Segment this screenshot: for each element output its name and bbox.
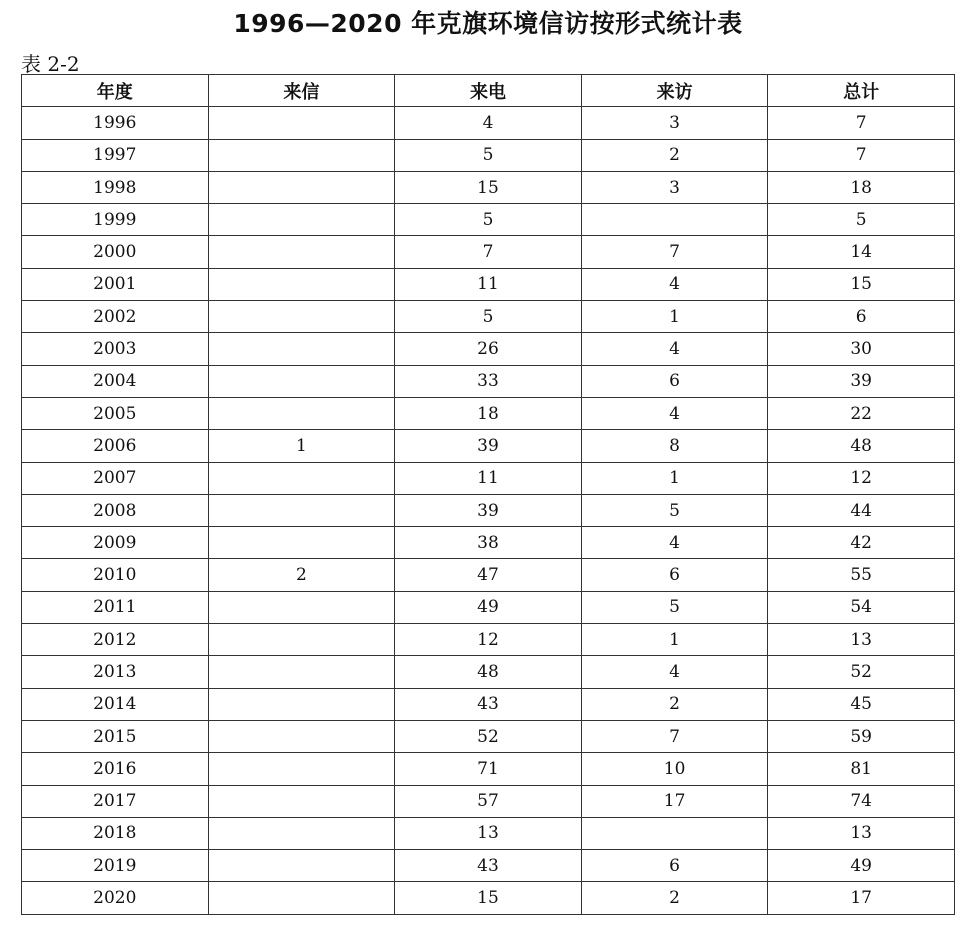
cell-visits: 4 [581,333,768,365]
cell-visits: 2 [581,139,768,171]
cell-calls: 26 [395,333,582,365]
cell-letters [208,333,395,365]
cell-total: 49 [768,850,955,882]
table-row [22,559,955,591]
table-row [22,268,955,300]
table-row [22,171,955,203]
cell-letters [208,494,395,526]
table-row [22,301,955,333]
cell-letters [208,656,395,688]
cell-calls: 33 [395,365,582,397]
cell-visits: 7 [581,720,768,752]
cell-total: 74 [768,785,955,817]
cell-visits: 6 [581,850,768,882]
header-year: 年度 [22,75,209,107]
cell-calls: 7 [395,236,582,268]
cell-calls: 5 [395,139,582,171]
cell-calls: 39 [395,430,582,462]
cell-letters [208,850,395,882]
cell-total: 7 [768,139,955,171]
cell-year: 2009 [22,527,209,559]
table-row [22,236,955,268]
cell-visits: 4 [581,527,768,559]
cell-year: 2005 [22,397,209,429]
table-row [22,430,955,462]
table-row [22,753,955,785]
cell-year: 2001 [22,268,209,300]
cell-letters [208,753,395,785]
table-row [22,624,955,656]
cell-calls: 47 [395,559,582,591]
cell-year: 2019 [22,850,209,882]
cell-letters [208,171,395,203]
cell-total: 45 [768,688,955,720]
cell-letters [208,462,395,494]
table-row [22,656,955,688]
cell-calls: 52 [395,720,582,752]
cell-visits: 2 [581,882,768,914]
cell-visits [581,817,768,849]
cell-total: 59 [768,720,955,752]
table-row [22,882,955,914]
cell-calls: 39 [395,494,582,526]
cell-calls: 43 [395,688,582,720]
table-row [22,139,955,171]
cell-total: 48 [768,430,955,462]
table-row [22,850,955,882]
table-row [22,333,955,365]
cell-letters [208,107,395,139]
table-row [22,527,955,559]
header-total: 总计 [768,75,955,107]
cell-letters [208,139,395,171]
table-row [22,494,955,526]
cell-total: 18 [768,171,955,203]
cell-calls: 57 [395,785,582,817]
cell-total: 39 [768,365,955,397]
table-row [22,817,955,849]
cell-year: 2015 [22,720,209,752]
cell-visits: 7 [581,236,768,268]
cell-total: 14 [768,236,955,268]
cell-letters [208,624,395,656]
cell-total: 44 [768,494,955,526]
cell-year: 2012 [22,624,209,656]
cell-visits: 1 [581,301,768,333]
cell-letters [208,301,395,333]
cell-visits: 3 [581,171,768,203]
cell-visits: 5 [581,591,768,623]
cell-year: 2008 [22,494,209,526]
cell-letters [208,268,395,300]
cell-year: 2018 [22,817,209,849]
cell-year: 2020 [22,882,209,914]
cell-total: 7 [768,107,955,139]
cell-total: 55 [768,559,955,591]
cell-letters [208,688,395,720]
cell-letters: 2 [208,559,395,591]
cell-letters [208,817,395,849]
cell-visits: 1 [581,624,768,656]
cell-year: 2014 [22,688,209,720]
cell-year: 2017 [22,785,209,817]
cell-visits: 2 [581,688,768,720]
table-label: 表 2-2 [21,52,80,76]
cell-calls: 71 [395,753,582,785]
cell-year: 2016 [22,753,209,785]
cell-letters [208,720,395,752]
cell-calls: 11 [395,268,582,300]
table-row [22,204,955,236]
cell-year: 2011 [22,591,209,623]
cell-visits: 17 [581,785,768,817]
table-row [22,785,955,817]
cell-visits: 4 [581,397,768,429]
cell-calls: 15 [395,882,582,914]
cell-visits: 3 [581,107,768,139]
table-header-row [22,75,955,107]
cell-total: 12 [768,462,955,494]
cell-calls: 12 [395,624,582,656]
cell-letters [208,397,395,429]
cell-total: 6 [768,301,955,333]
table-row [22,720,955,752]
cell-letters [208,204,395,236]
cell-letters [208,785,395,817]
table-row [22,688,955,720]
cell-year: 2002 [22,301,209,333]
cell-year: 2003 [22,333,209,365]
cell-year: 2007 [22,462,209,494]
document-title: 1996—2020 年克旗环境信访按形式统计表 [233,9,743,38]
cell-total: 13 [768,624,955,656]
cell-total: 15 [768,268,955,300]
cell-visits [581,204,768,236]
cell-total: 17 [768,882,955,914]
cell-year: 1998 [22,171,209,203]
cell-year: 2010 [22,559,209,591]
table-row [22,107,955,139]
cell-total: 22 [768,397,955,429]
cell-calls: 49 [395,591,582,623]
table-row [22,462,955,494]
cell-letters [208,591,395,623]
cell-total: 42 [768,527,955,559]
cell-total: 52 [768,656,955,688]
cell-total: 30 [768,333,955,365]
cell-year: 2004 [22,365,209,397]
header-visits: 来访 [581,75,768,107]
cell-calls: 15 [395,171,582,203]
cell-calls: 38 [395,527,582,559]
cell-visits: 6 [581,559,768,591]
cell-visits: 4 [581,268,768,300]
table-row [22,365,955,397]
cell-year: 2000 [22,236,209,268]
cell-year: 1996 [22,107,209,139]
cell-letters [208,527,395,559]
cell-visits: 1 [581,462,768,494]
cell-visits: 10 [581,753,768,785]
cell-calls: 43 [395,850,582,882]
cell-year: 2013 [22,656,209,688]
cell-visits: 8 [581,430,768,462]
cell-calls: 48 [395,656,582,688]
cell-letters [208,236,395,268]
cell-year: 1999 [22,204,209,236]
table-row [22,397,955,429]
cell-calls: 11 [395,462,582,494]
cell-visits: 5 [581,494,768,526]
cell-calls: 18 [395,397,582,429]
cell-letters [208,365,395,397]
cell-total: 54 [768,591,955,623]
table-row [22,591,955,623]
cell-letters [208,882,395,914]
cell-visits: 4 [581,656,768,688]
cell-total: 13 [768,817,955,849]
cell-total: 5 [768,204,955,236]
table-body [22,107,955,914]
cell-year: 1997 [22,139,209,171]
cell-year: 2006 [22,430,209,462]
cell-total: 81 [768,753,955,785]
cell-calls: 5 [395,204,582,236]
cell-letters: 1 [208,430,395,462]
statistics-table [21,74,955,915]
cell-visits: 6 [581,365,768,397]
cell-calls: 13 [395,817,582,849]
cell-calls: 4 [395,107,582,139]
header-letters: 来信 [208,75,395,107]
cell-calls: 5 [395,301,582,333]
header-calls: 来电 [395,75,582,107]
